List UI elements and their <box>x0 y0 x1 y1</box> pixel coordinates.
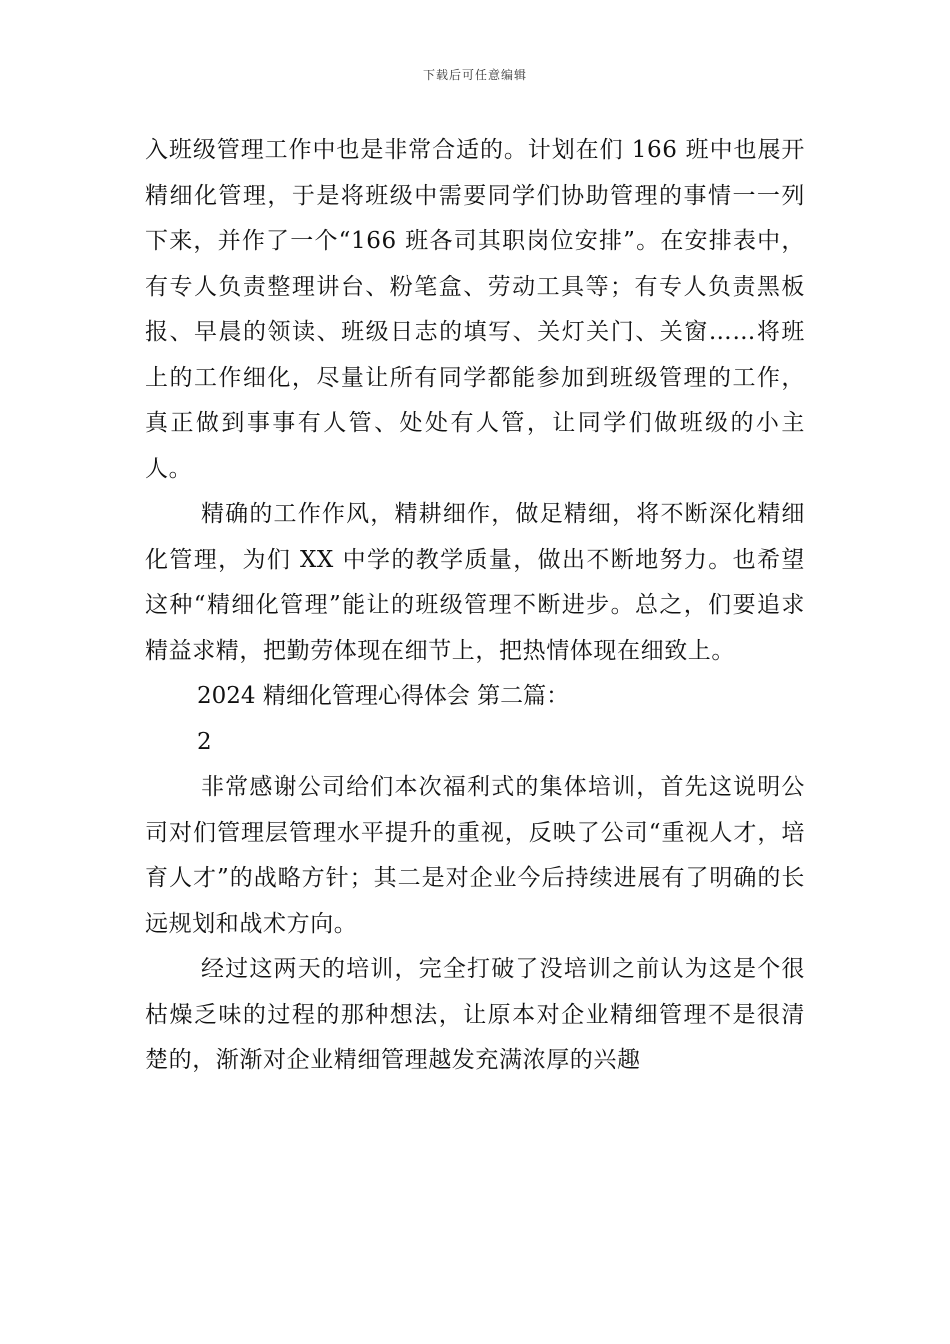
paragraph-class-management: 入班级管理工作中也是非常合适的。计划在们 166 班中也展开精细化管理，于是将班级中需要同学们协助管理的事情一一列下来，并作了一个“166 班各司其职岗位安排”。在安排表中，有专人负责整理讲台、粉笔盒、劳动工具等；有专人负责黑板报、早晨的领读、班级日志的填写、关灯关门、关窗……将班上的工作细化，尽量让所有同学都能参加到班级管理的工作，真正做到事事有人管、处处有人管，让同学们做班级的小主人。 <box>145 137 805 482</box>
paragraph-training-experience: 经过这两天的培训，完全打破了没培训之前认为这是个很枯燥乏味的过程的那种想法，让原本对企业精细管理不是很清楚的，渐渐对企业精细管理越发充满浓厚的兴趣 <box>145 956 805 1073</box>
paragraph-training-thanks: 非常感谢公司给们本次福利式的集体培训，首先这说明公司对们管理层管理水平提升的重视，反映了公司“重视人才，培育人才”的战略方针；其二是对企业今后持续进展有了明确的长远规划和战术方向。 <box>145 774 805 937</box>
paragraph-work-style: 精确的工作作风，精耕细作，做足精细，将不断深化精细化管理，为们 XX 中学的教学质量，做出不断地努力。也希望这种“精细化管理”能让的班级管理不断进步。总之，们要追求精益求精，把勤劳体现在细节上，把热情体现在细致上。 <box>145 501 805 664</box>
page-header: 下载后可任意编辑 <box>422 68 527 82</box>
section-number: 2 <box>197 728 212 755</box>
document-body <box>145 128 805 1084</box>
section-heading-second-article: 2024 精细化管理心得体会 第二篇： <box>197 683 570 709</box>
